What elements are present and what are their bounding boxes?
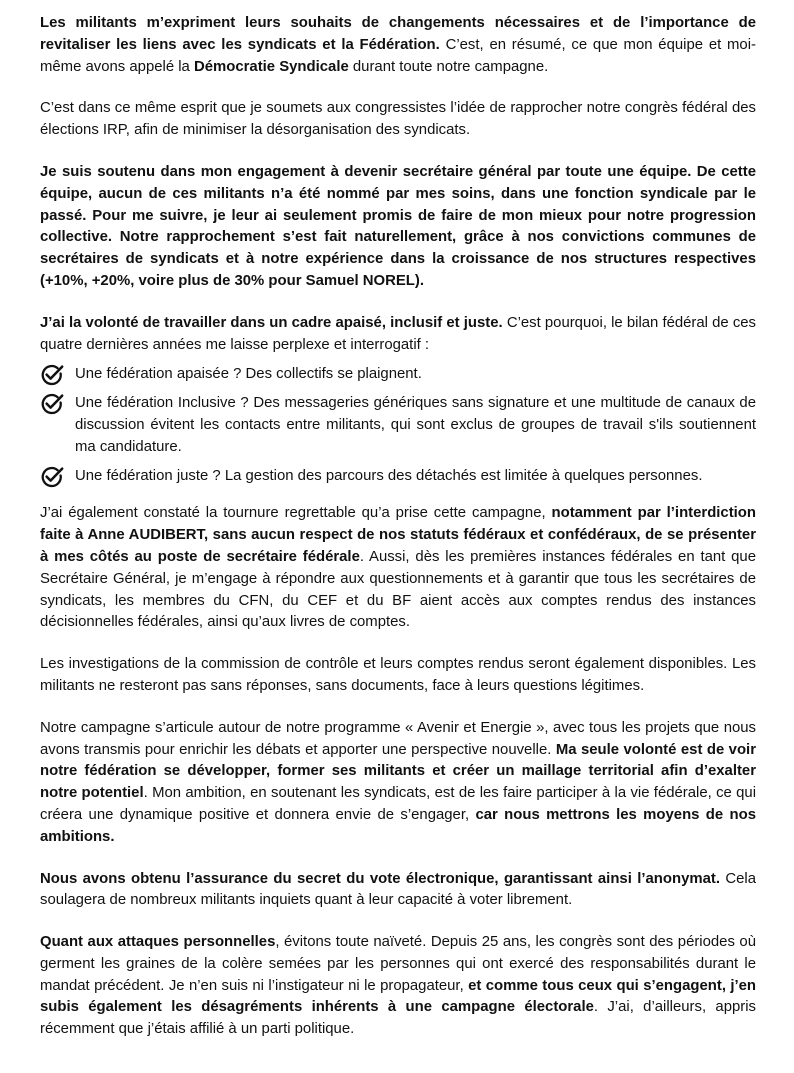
plain-text: C’est, en résumé, ce que mon équipe et moi-même avons appelé la <box>40 36 756 75</box>
plain-text: J’ai également constaté la tournure regrettable qu’a prise cette campagne, <box>40 505 552 522</box>
paragraph-campagne-regrettable <box>40 503 756 634</box>
paragraph-democratie-syndicale <box>40 13 756 78</box>
bold-text: Je suis soutenu dans mon engagement à devenir secrétaire général par toute une équipe. De cette équipe, aucun de ces militants n’a été nommé par mes soins, dans une fonction syndicale par le passé. Pour me suivre, je leur ai seulement promis de faire de mon mieux pour notre progression collective. Notre rapprochement s’est fait naturellement, grâce à nos convictions communes de secrétaires de syndicats et à notre expérience dans la croissance de nos structures respectives (+10%, +20%, voire plus de 30% pour Samuel NOREL). <box>40 163 756 289</box>
plain-text: C’est pourquoi, le bilan fédéral de ces quatre dernières années me laisse perplexe et interrogatif : <box>40 314 757 353</box>
paragraph-programme <box>40 718 756 849</box>
check-circle-icon <box>40 393 64 415</box>
plain-text: Notre campagne s’articule autour de notre programme « Avenir et Energie », avec tous les projets que nous avons transmis pour enrichir les débats et apporter une perspective nouvelle. <box>40 719 756 758</box>
paragraph-commission-controle <box>40 654 756 698</box>
bold-text: Les militants m’expriment leurs souhaits de changements nécessaires et de l’importance de revitaliser les liens avec les syndicats et la Fédération. <box>40 15 756 53</box>
bold-text: Ma seule volonté est de voir notre fédération se développer, former ses militants et créer un maillage territorial afin d’exalter notre potentiel <box>40 741 756 802</box>
paragraph-congres-irp <box>40 98 756 142</box>
checklist-item-juste <box>40 466 756 488</box>
check-circle-icon <box>40 466 64 488</box>
checklist-item-apaisee <box>40 364 756 386</box>
bold-text: notamment par l’interdiction faite à Anne AUDIBERT, sans aucun respect de nos statuts fédéraux et confédéraux, de se présenter à mes côtés au poste de secrétaire fédérale <box>40 505 757 565</box>
checklist-item-text: Une fédération apaisée ? Des collectifs se plaignent. <box>75 366 422 383</box>
paragraph-volonte <box>40 313 756 357</box>
check-circle-icon <box>40 364 64 386</box>
plain-text: Les investigations de la commission de contrôle et leurs comptes rendus seront également disponibles. Les militants ne resteront pas sans réponses, sans documents, face à leurs questions légitimes. <box>40 656 756 694</box>
bold-text: J’ai la volonté de travailler dans un cadre apaisé, inclusif et juste. <box>40 314 503 331</box>
bold-text: et comme tous ceux qui s’engagent, j’en subis également les désagréments inhérents à une campagne électorale <box>40 977 757 1016</box>
plain-text: . Aussi, dès les premières instances fédérales en tant que Secrétaire Général, je m’engage à répondre aux questionnements et à garantir que tous les secrétaires de syndicats, les membres du CFN, du CEF et du BF aient accès aux comptes rendus des instances décisionnelles fédérales, ainsi qu’aux livres de comptes. <box>40 548 756 631</box>
paragraph-vote-electronique <box>40 869 756 913</box>
plain-text: . Mon ambition, en soutenant les syndicats, est de les faire participer à la vie fédérale, ce qui créera une dynamique positive et donnera envie de s’engager, <box>40 785 757 823</box>
checklist-item-text: Une fédération Inclusive ? Des messageries génériques sans signature et une multitude de canaux de discussion évitent les contacts entre militants, qui sont exclus de groupes de travail s'ils soutiennent ma candidature. <box>75 395 756 455</box>
checklist-item-text: Une fédération juste ? La gestion des parcours des détachés est limitée à quelques personnes. <box>75 467 703 484</box>
checklist-item-inclusive <box>40 393 756 458</box>
checklist <box>40 364 756 487</box>
bold-text: Quant aux attaques personnelles <box>40 934 276 951</box>
plain-text: , évitons toute naïveté. Depuis 25 ans, les congrès sont des périodes où germent les graines de la colère semées par les personnes qui ont exercé des responsabilités durant le mandat précédent. Je n’en suis ni l’instigateur ni le propagateur, <box>40 934 756 994</box>
plain-text: C’est dans ce même esprit que je soumets aux congressistes l’idée de rapprocher notre congrès fédéral des élections IRP, afin de minimiser la désorganisation des syndicats. <box>40 100 756 139</box>
bold-text: Démocratie Syndicale <box>193 58 349 75</box>
plain-text: durant toute notre campagne. <box>348 58 549 75</box>
paragraph-attaques-personnelles <box>40 932 756 1041</box>
paragraph-equipe <box>40 162 756 293</box>
plain-text: . J’ai, d’ailleurs, appris récemment que j’étais affilié à un parti politique. <box>40 999 756 1038</box>
bold-text: Nous avons obtenu l’assurance du secret du vote électronique, garantissant ainsi l’anonymat. <box>40 870 720 887</box>
plain-text: Cela soulagera de nombreux militants inquiets quant à leur capacité à voter librement. <box>40 870 756 909</box>
bold-text: car nous mettrons les moyens de nos ambitions. <box>40 806 756 845</box>
